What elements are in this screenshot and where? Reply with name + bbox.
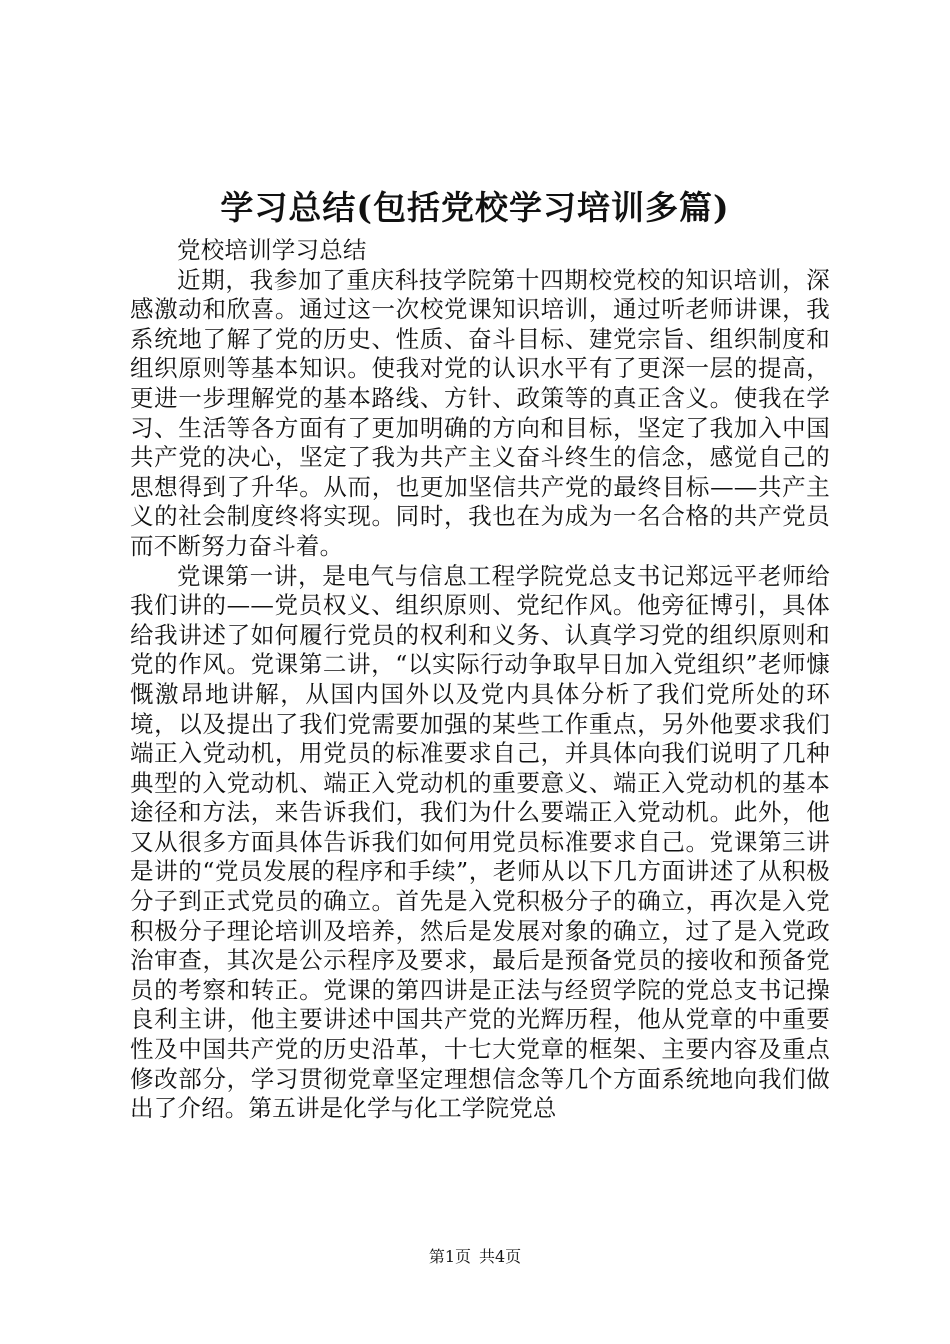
paragraph-2: 党课第一讲，是电气与信息工程学院党总支书记郑远平老师给我们讲的——党员权义、组织原则、党纪作风。他旁征博引，具体给我讲述了如何履行党员的权利和义务、认真学习党的组织原则和党的作风。党课第二讲，“以实际行动争取早日加入党组织”老师慷慨激昂地讲解，从国内国外以及党内具体分析了我们党所处的环境，以及提出了我们党需要加强的某些工作重点，另外他要求我们端正入党动机，用党员的标准要求自己，并具体向我们说明了几种典型的入党动机、端正入党动机的重要意义、端正入党动机的基本途径和方法，来告诉我们，我们为什么要端正入党动机。此外，他又从很多方面具体告诉我们如何用党员标准要求自己。党课第三讲是讲的“党员发展的程序和手续”，老师从以下几方面讲述了从积极分子到正式党员的确立。首先是入党积极分子的确立，再次是入党积极分子理论培训及培养，然后是发展对象的确立，过了是入党政治审查，其次是公示程序及要求，最后是预备党员的接收和预备党员的考察和转正。党课的第四讲是正法与经贸学院的党总支书记操良利主讲，他主要讲述中国共产党的光辉历程，他从党章的中重要性及中国共产党的历史沿革，十七大党章的框架、主要内容及重点修改部分，学习贯彻党章坚定理想信念等几个方面系统地向我们做出了介绍。第五讲是化学与化工学院党总 xyxy=(130,561,830,1123)
document-title: 学习总结(包括党校学习培训多篇) xyxy=(220,188,730,227)
paragraph-1: 近期，我参加了重庆科技学院第十四期校党校的知识培训，深感激动和欣喜。通过这一次校党课知识培训，通过听老师讲课，我系统地了解了党的历史、性质、奋斗目标、建党宗旨、组织制度和组织原则等基本知识。使我对党的认识水平有了更深一层的提高，更进一步理解党的基本路线、方针、政策等的真正含义。使我在学习、生活等各方面有了更加明确的方向和目标，坚定了我加入中国共产党的决心，坚定了我为共产主义奋斗终生的信念，感觉自己的思想得到了升华。从而，也更加坚信共产党的最终目标——共产主义的社会制度终将实现。同时，我也在为成为一名合格的共产党员而不断努力奋斗着。 xyxy=(130,265,830,560)
page-number: 第1页 xyxy=(428,1247,471,1266)
section-heading: 党校培训学习总结 xyxy=(177,236,367,264)
document-body xyxy=(130,236,830,1124)
page-total: 共4页 xyxy=(479,1247,522,1266)
page-footer xyxy=(0,1246,950,1268)
